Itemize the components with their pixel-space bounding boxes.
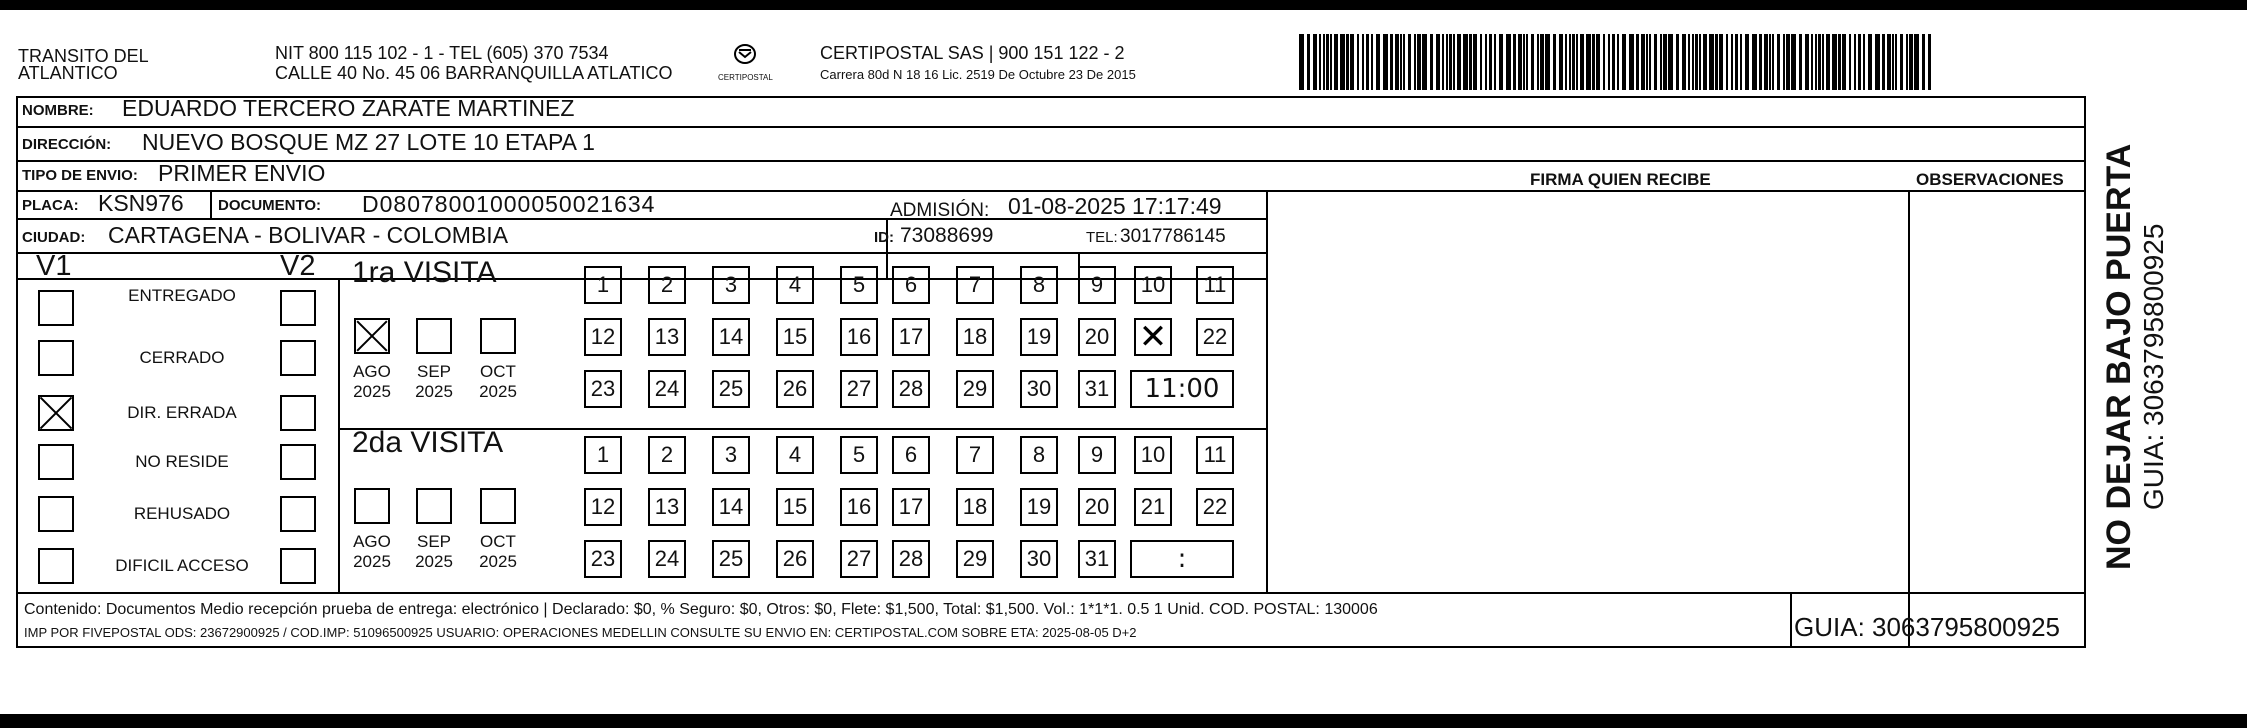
status-v1-checkbox[interactable] — [38, 290, 74, 326]
month-checkbox[interactable] — [416, 488, 452, 524]
day-box[interactable]: 10 — [1134, 266, 1172, 304]
day-box[interactable] — [1134, 318, 1172, 356]
day-box[interactable]: 29 — [956, 370, 994, 408]
status-label: CERRADO — [139, 348, 225, 367]
month-checkbox[interactable] — [354, 488, 390, 524]
day-box[interactable]: 1 — [584, 436, 622, 474]
status-v1-checkbox[interactable] — [38, 548, 74, 584]
day-box[interactable]: 4 — [776, 266, 814, 304]
day-box[interactable]: 20 — [1078, 488, 1116, 526]
day-box[interactable]: 17 — [892, 318, 930, 356]
day-box[interactable]: 5 — [840, 436, 878, 474]
month-label: AGO 2025 — [353, 532, 391, 571]
status-v2-checkbox[interactable] — [280, 444, 316, 480]
id-label: ID: — [874, 229, 894, 246]
day-box[interactable]: 7 — [956, 266, 994, 304]
status-label: DIFICIL ACCESO — [115, 556, 249, 575]
day-box[interactable]: 31 — [1078, 370, 1116, 408]
day-box[interactable]: 30 — [1020, 540, 1058, 578]
day-box[interactable]: 22 — [1196, 488, 1234, 526]
day-box[interactable]: 6 — [892, 436, 930, 474]
imp-text: IMP POR FIVEPOSTAL ODS: 23672900925 / COD.IMP: 51096500925 USUARIO: OPERACIONES MEDELLIN CONSULTE SU ENVIO EN: CERTIPOSTAL.COM SOBRE ETA: 2025-08-05 D+2 — [24, 625, 1137, 640]
day-box[interactable]: 8 — [1020, 436, 1058, 474]
guia-number: GUIA: 3063795800925 — [1794, 612, 2060, 642]
visit-time-field[interactable]: 11:00 — [1130, 370, 1234, 408]
status-v1-checkbox[interactable] — [38, 340, 74, 376]
status-v1-checkbox[interactable] — [38, 496, 74, 532]
day-box[interactable]: 12 — [584, 318, 622, 356]
observaciones-header: OBSERVACIONES — [1916, 170, 2064, 189]
placa-value: KSN976 — [98, 190, 184, 216]
day-box[interactable]: 18 — [956, 318, 994, 356]
day-box[interactable]: 1 — [584, 266, 622, 304]
month-label: AGO 2025 — [353, 362, 391, 401]
issuer-line2: ATLANTICO — [18, 63, 118, 83]
status-label: REHUSADO — [133, 504, 231, 523]
day-box[interactable]: 17 — [892, 488, 930, 526]
license-line: Carrera 80d N 18 16 Lic. 2519 De Octubre 23 De 2015 — [820, 67, 1136, 82]
id-value: 73088699 — [900, 224, 994, 247]
nombre-label: NOMBRE: — [22, 102, 94, 119]
month-label: SEP 2025 — [415, 362, 453, 401]
direccion-value: NUEVO BOSQUE MZ 27 LOTE 10 ETAPA 1 — [142, 129, 595, 155]
nit-line: NIT 800 115 102 - 1 - TEL (605) 370 7534 — [275, 43, 609, 63]
day-box[interactable]: 23 — [584, 540, 622, 578]
direccion-label: DIRECCIÓN: — [22, 136, 112, 153]
status-v1-checkbox[interactable] — [38, 444, 74, 480]
admision-label: ADMISIÓN: — [890, 200, 990, 221]
day-box[interactable]: 15 — [776, 488, 814, 526]
status-v2-checkbox[interactable] — [280, 290, 316, 326]
month-label: SEP 2025 — [415, 532, 453, 571]
day-box[interactable]: 24 — [648, 540, 686, 578]
signature-area[interactable] — [1264, 194, 1890, 586]
day-box[interactable]: 23 — [584, 370, 622, 408]
day-box[interactable]: 9 — [1078, 266, 1116, 304]
tipo-value: PRIMER ENVIO — [158, 160, 326, 186]
day-box[interactable]: 7 — [956, 436, 994, 474]
day-box[interactable]: 25 — [712, 540, 750, 578]
logo-caption: CERTIPOSTAL — [718, 73, 773, 82]
day-box[interactable]: 19 — [1020, 318, 1058, 356]
visit-time-field[interactable]: : — [1130, 540, 1234, 578]
no-dejar-bajo-puerta: NO DEJAR BAJO PUERTA — [2100, 143, 2138, 570]
status-v1-checkbox[interactable] — [38, 395, 74, 431]
month-checkbox[interactable] — [480, 318, 516, 354]
month-checkbox[interactable] — [416, 318, 452, 354]
day-box[interactable]: 3 — [712, 436, 750, 474]
day-box[interactable]: 28 — [892, 540, 930, 578]
company-line: CERTIPOSTAL SAS | 900 151 122 - 2 — [820, 43, 1125, 63]
v2-header: V2 — [280, 250, 316, 282]
status-v2-checkbox[interactable] — [280, 496, 316, 532]
day-box[interactable]: 15 — [776, 318, 814, 356]
day-box[interactable]: 13 — [648, 318, 686, 356]
day-box[interactable]: 27 — [840, 540, 878, 578]
day-box[interactable]: 30 — [1020, 370, 1058, 408]
day-box[interactable]: 4 — [776, 436, 814, 474]
bottom-edge-bar — [0, 714, 2247, 728]
certipostal-logo-icon — [728, 42, 762, 66]
day-box[interactable]: 26 — [776, 540, 814, 578]
day-box[interactable]: 8 — [1020, 266, 1058, 304]
day-box[interactable]: 5 — [840, 266, 878, 304]
status-v2-checkbox[interactable] — [280, 548, 316, 584]
day-box[interactable]: 11 — [1196, 436, 1234, 474]
status-v2-checkbox[interactable] — [280, 340, 316, 376]
side-guia-number: GUIA: 3063795800925 — [2138, 223, 2169, 510]
month-label: OCT 2025 — [479, 362, 517, 401]
documento-value: D08078001000050021634 — [362, 191, 656, 217]
day-box[interactable]: 16 — [840, 488, 878, 526]
status-label: NO RESIDE — [135, 452, 229, 471]
day-box[interactable]: 24 — [648, 370, 686, 408]
status-label: ENTREGADO — [128, 286, 236, 305]
top-edge-bar — [0, 0, 2247, 10]
day-box[interactable]: 28 — [892, 370, 930, 408]
observaciones-area[interactable] — [1908, 194, 2080, 586]
tel-label: TEL: — [1086, 229, 1118, 246]
issuer-line1: TRANSITO DEL — [18, 46, 149, 66]
month-checkbox[interactable] — [354, 318, 390, 354]
month-checkbox[interactable] — [480, 488, 516, 524]
day-box[interactable]: 29 — [956, 540, 994, 578]
day-box[interactable]: 16 — [840, 318, 878, 356]
status-v2-checkbox[interactable] — [280, 395, 316, 431]
day-box[interactable]: 12 — [584, 488, 622, 526]
tel-value: 3017786145 — [1120, 226, 1226, 247]
ciudad-value: CARTAGENA - BOLIVAR - COLOMBIA — [108, 222, 509, 248]
firma-header: FIRMA QUIEN RECIBE — [1530, 170, 1711, 189]
month-label: OCT 2025 — [479, 532, 517, 571]
documento-label: DOCUMENTO: — [218, 197, 322, 214]
day-box[interactable]: 31 — [1078, 540, 1116, 578]
day-box[interactable]: 11 — [1196, 266, 1234, 304]
visit-title: 2da VISITA — [352, 426, 504, 459]
visit-title: 1ra VISITA — [352, 256, 497, 289]
day-box[interactable]: 2 — [648, 436, 686, 474]
day-box[interactable]: 9 — [1078, 436, 1116, 474]
ciudad-label: CIUDAD: — [22, 229, 86, 246]
day-box[interactable]: 21 — [1134, 488, 1172, 526]
admision-value: 01-08-2025 17:17:49 — [1008, 193, 1222, 219]
day-box[interactable]: 2 — [648, 266, 686, 304]
day-box[interactable]: 14 — [712, 318, 750, 356]
day-box[interactable]: 14 — [712, 488, 750, 526]
contenido-text: Contenido: Documentos Medio recepción prueba de entrega: electrónico | Declarado: $0, % Seguro: $0, Otros: $0, Flete: $1,500, Total: $1,500. Vol.: 1*1*1. 0.5 1 Unid. COD. POSTAL: 130006 — [24, 601, 1378, 618]
address-line: CALLE 40 No. 45 06 BARRANQUILLA ATLATICO — [275, 63, 673, 83]
day-box[interactable]: 6 — [892, 266, 930, 304]
day-box[interactable]: 26 — [776, 370, 814, 408]
day-box[interactable]: 20 — [1078, 318, 1116, 356]
day-box[interactable]: 19 — [1020, 488, 1058, 526]
barcode — [1299, 34, 1931, 90]
placa-label: PLACA: — [22, 197, 79, 214]
day-box[interactable]: 13 — [648, 488, 686, 526]
day-box[interactable]: 3 — [712, 266, 750, 304]
status-label: DIR. ERRADA — [127, 403, 237, 422]
day-box[interactable]: 10 — [1134, 436, 1172, 474]
day-box[interactable]: 27 — [840, 370, 878, 408]
day-box[interactable]: 22 — [1196, 318, 1234, 356]
day-box[interactable]: 18 — [956, 488, 994, 526]
tipo-label: TIPO DE ENVIO: — [22, 167, 138, 184]
day-box[interactable]: 25 — [712, 370, 750, 408]
v1-header: V1 — [36, 250, 72, 282]
nombre-value: EDUARDO TERCERO ZARATE MARTINEZ — [122, 95, 575, 121]
